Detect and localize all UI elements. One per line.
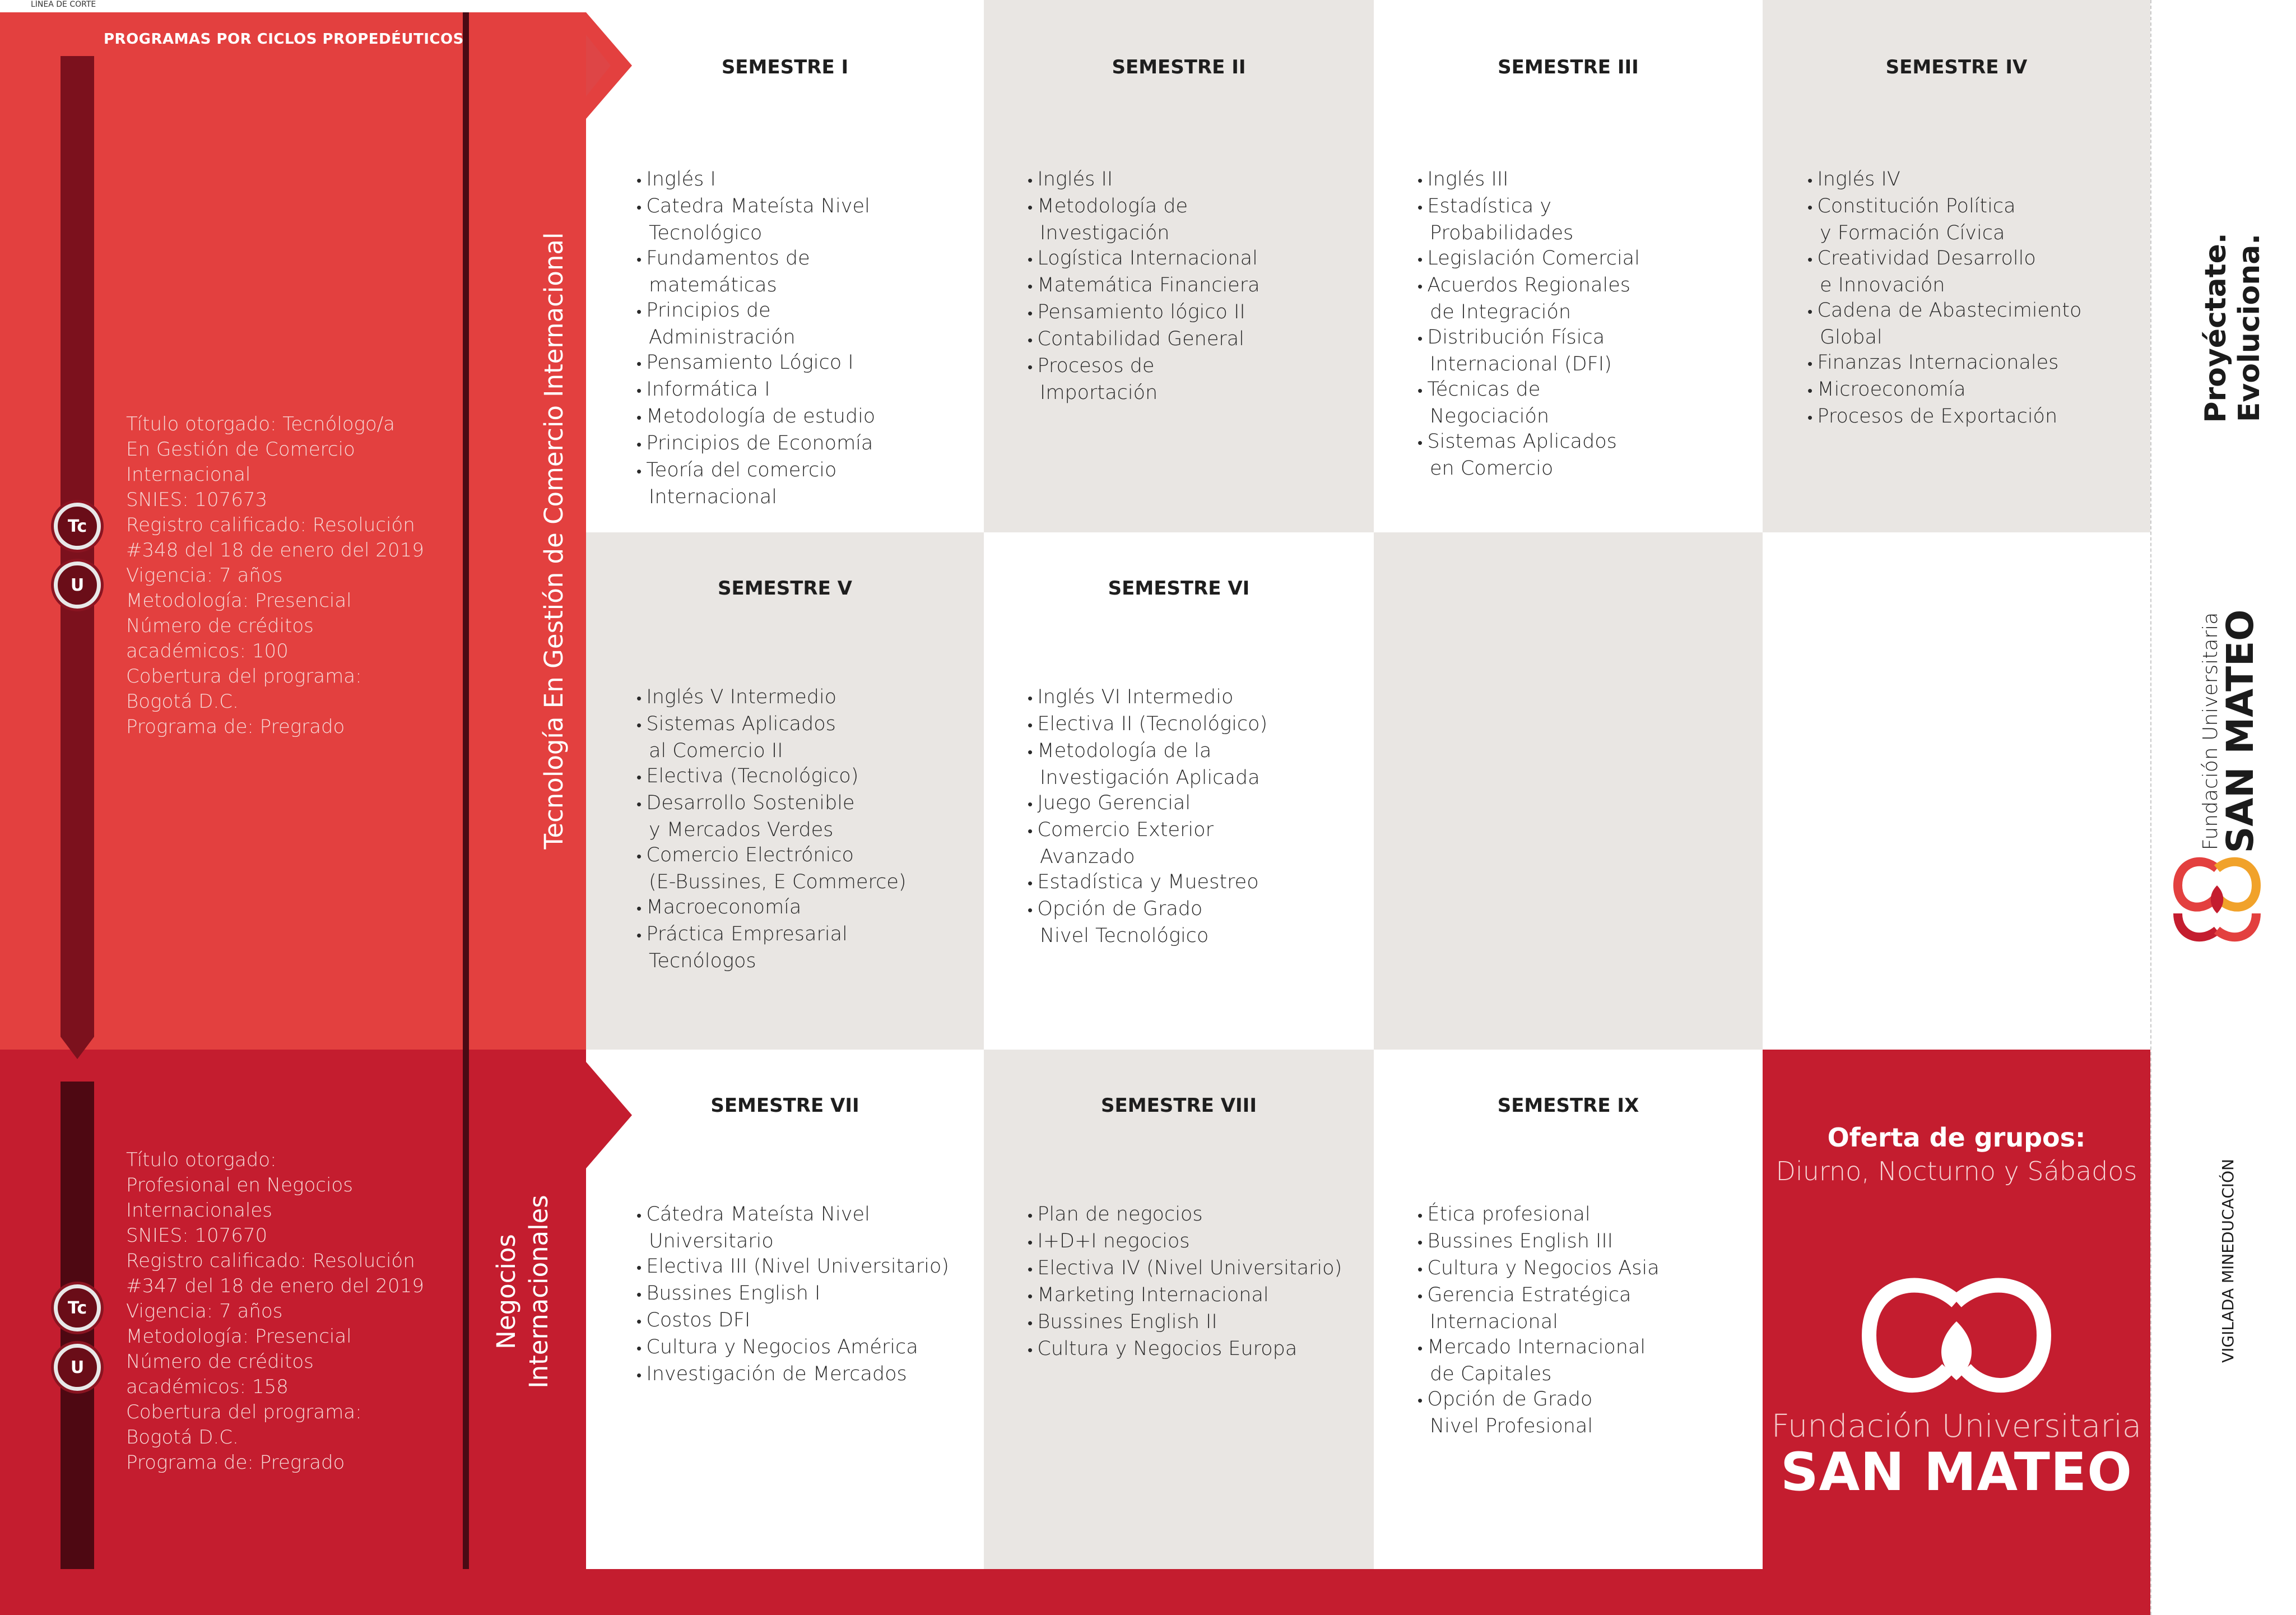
- course-item: de Capitales: [1430, 1363, 1552, 1385]
- course-item: • I+D+I negocios: [1028, 1229, 1342, 1256]
- semester-title: SEMESTRE V: [717, 577, 852, 600]
- semester-cell-4: [1763, 0, 2150, 532]
- course-item: • Cultura y Negocios América: [636, 1335, 949, 1362]
- course-item: Global: [1820, 326, 1883, 349]
- course-item: • Microeconomía: [1807, 377, 2081, 404]
- slogan: Proyéctate. Evoluciona.: [2199, 233, 2266, 423]
- course-item: Nivel Profesional: [1430, 1415, 1593, 1437]
- semester-title: SEMESTRE VIII: [1101, 1094, 1257, 1117]
- course-item: • Metodología de estudio: [636, 404, 875, 431]
- course-item: e Innovación: [1820, 274, 1945, 296]
- course-item: • Distribución Física: [1417, 325, 1640, 352]
- course-list: [636, 167, 875, 510]
- course-item: (E-Bussines, E Commerce): [649, 871, 907, 893]
- course-item: • Constitución Política: [1807, 194, 2081, 221]
- u-badge-icon: U: [54, 561, 101, 609]
- course-item: Internacional: [649, 486, 777, 508]
- course-item: Tecnólogos: [649, 950, 756, 972]
- footer-band: [0, 1569, 2150, 1615]
- course-item: • Opción de Grado: [1028, 897, 1267, 923]
- empty-cell: [1374, 532, 1763, 1050]
- divider-line: [463, 12, 469, 1569]
- course-list: [1417, 1202, 1660, 1439]
- semester-cell-3: [1374, 0, 1763, 532]
- side-org-name: Fundación Universitaria SAN MATEO: [2199, 609, 2262, 853]
- course-item: • Cadena de Abastecimiento: [1807, 298, 2081, 325]
- course-item: • Sistemas Aplicados: [1417, 429, 1640, 456]
- semester-cell-1: [586, 0, 984, 532]
- offer-org-line2: SAN MATEO: [1780, 1442, 2133, 1503]
- course-item: en Comercio: [1430, 457, 1554, 480]
- course-item: de Integración: [1430, 301, 1572, 323]
- course-item: Avanzado: [1040, 846, 1135, 868]
- course-item: • Electiva IV (Nivel Universitario): [1028, 1256, 1342, 1283]
- course-item: • Cultura y Negocios Europa: [1028, 1336, 1342, 1363]
- course-list: [1028, 167, 1260, 406]
- header-title: PROGRAMAS POR CICLOS PROPEDÉUTICOS: [104, 31, 464, 48]
- course-item: Tecnológico: [649, 222, 763, 244]
- course-item: • Procesos de Exportación: [1807, 404, 2081, 431]
- semester-title: SEMESTRE I: [721, 56, 849, 78]
- semester-cell-8: [984, 1050, 1374, 1569]
- course-item: Investigación Aplicada: [1040, 767, 1260, 789]
- course-list: [1807, 167, 2081, 431]
- course-item: Importación: [1040, 382, 1158, 404]
- course-item: al Comercio II: [649, 740, 783, 762]
- course-item: • Opción de Grado: [1417, 1387, 1660, 1414]
- course-item: • Comercio Exterior: [1028, 818, 1267, 844]
- course-item: Administración: [649, 326, 796, 349]
- side-logo-icon: [2169, 852, 2265, 947]
- semester-cell-6: [984, 532, 1374, 1050]
- course-item: • Costos DFI: [636, 1308, 949, 1335]
- offer-subtitle: Diurno, Nocturno y Sábados: [1776, 1156, 2137, 1186]
- course-item: Investigación: [1040, 222, 1170, 244]
- course-list: [1028, 685, 1267, 949]
- course-item: matemáticas: [649, 274, 777, 296]
- course-item: • Inglés IV: [1807, 167, 2081, 194]
- semester-title: SEMESTRE IV: [1885, 56, 2028, 78]
- program2-arrow-icon: [586, 1062, 632, 1168]
- course-item: • Pensamiento lógico II: [1028, 300, 1260, 327]
- empty-cell: [1763, 532, 2150, 1050]
- course-item: • Técnicas de: [1417, 377, 1640, 404]
- semester-title: SEMESTRE II: [1112, 56, 1246, 78]
- course-item: Universitario: [649, 1230, 774, 1252]
- course-item: • Inglés I: [636, 167, 875, 194]
- course-list: [636, 685, 907, 974]
- program1-arrow-icon: [586, 12, 632, 119]
- course-list: [1417, 167, 1640, 481]
- course-item: Internacional (DFI): [1430, 353, 1612, 375]
- course-item: • Catedra Mateísta Nivel: [636, 194, 875, 221]
- tc-badge-icon: Tc: [54, 1284, 101, 1331]
- course-item: • Bussines English II: [1028, 1310, 1342, 1336]
- course-item: Internacional: [1430, 1311, 1558, 1333]
- program1-info: Título otorgado: Tecnólogo/a En Gestión de Comercio Internacional SNIES: 107673 Registro calificado: Resolución #348 del 18 de enero del 2019 Vigencia: 7 años Metodología: Presencial Número de créditos académicos: 100 Cobertura del programa: Bogotá D.C. Programa de: Pregrado: [126, 413, 424, 738]
- timeline-arrow-top: [61, 1037, 94, 1065]
- course-item: • Teoría del comercio: [636, 458, 875, 485]
- program1-vertical-title: Tecnología En Gestión de Comercio Internacional: [539, 232, 569, 850]
- course-item: • Práctica Empresarial: [636, 922, 907, 949]
- course-item: • Investigación de Mercados: [636, 1362, 949, 1389]
- san-mateo-logo-icon: [1763, 1268, 2150, 1425]
- course-item: y Formación Cívica: [1820, 222, 2005, 244]
- offer-title: Oferta de grupos:: [1827, 1122, 2086, 1153]
- course-item: Nivel Tecnológico: [1040, 925, 1209, 947]
- course-item: • Bussines English I: [636, 1281, 949, 1308]
- course-item: • Plan de negocios: [1028, 1202, 1342, 1229]
- course-item: • Comercio Electrónico: [636, 843, 907, 870]
- course-list: [636, 1202, 949, 1389]
- vigilada-label: VIGILADA MINEDUCACIÓN: [2219, 1159, 2237, 1363]
- course-item: • Estadística y Muestreo: [1028, 870, 1267, 897]
- course-item: y Mercados Verdes: [649, 819, 834, 841]
- course-item: • Desarrollo Sostenible: [636, 791, 907, 818]
- program2-vertical-title: Negocios Internacionales: [491, 1195, 554, 1389]
- course-item: • Informática I: [636, 377, 875, 404]
- course-item: • Fundamentos de: [636, 246, 875, 273]
- course-item: • Inglés II: [1028, 167, 1260, 194]
- course-item: • Inglés V Intermedio: [636, 685, 907, 712]
- course-item: Probabilidades: [1430, 222, 1574, 244]
- course-item: • Acuerdos Regionales: [1417, 273, 1640, 300]
- course-item: • Macroeconomía: [636, 895, 907, 922]
- course-item: • Mercado Internacional: [1417, 1335, 1660, 1362]
- course-item: • Finanzas Internacionales: [1807, 350, 2081, 377]
- course-item: • Legislación Comercial: [1417, 246, 1640, 273]
- course-item: • Juego Gerencial: [1028, 791, 1267, 818]
- course-list: [1028, 1202, 1342, 1363]
- course-item: • Electiva III (Nivel Universitario): [636, 1254, 949, 1281]
- course-item: • Gerencia Estratégica: [1417, 1283, 1660, 1310]
- course-item: • Ética profesional: [1417, 1202, 1660, 1229]
- semester-title: SEMESTRE III: [1498, 56, 1639, 78]
- semester-cell-2: [984, 0, 1374, 532]
- u-badge-icon: U: [54, 1344, 101, 1391]
- course-item: • Electiva (Tecnológico): [636, 764, 907, 791]
- semester-cell-5: [586, 532, 984, 1050]
- course-item: • Electiva II (Tecnológico): [1028, 712, 1267, 739]
- course-item: • Bussines English III: [1417, 1229, 1660, 1256]
- offer-panel: [1763, 1050, 2150, 1569]
- offer-org-line1: Fundación Universitaria: [1771, 1408, 2142, 1445]
- course-item: • Marketing Internacional: [1028, 1283, 1342, 1310]
- course-item: • Principios de: [636, 298, 875, 325]
- cut-line-label: LÍNEA DE CORTE: [31, 0, 96, 9]
- course-item: Negociación: [1430, 405, 1550, 428]
- semester-cell-7: [586, 1050, 984, 1569]
- course-item: • Metodología de la: [1028, 739, 1267, 765]
- course-item: • Sistemas Aplicados: [636, 712, 907, 739]
- course-item: • Pensamiento Lógico I: [636, 350, 875, 377]
- program2-info: Título otorgado: Profesional en Negocios Internacionales SNIES: 107670 Registro calificado: Resolución #347 del 18 de enero del 2019 Vigencia: 7 años Metodología: Presencial Número de créditos académicos: 158 Cobertura del programa: Bogotá D.C. Programa de: Pregrado: [126, 1149, 424, 1474]
- course-item: • Contabilidad General: [1028, 327, 1260, 354]
- course-item: • Inglés VI Intermedio: [1028, 685, 1267, 712]
- semester-title: SEMESTRE IX: [1497, 1094, 1639, 1117]
- course-item: • Cultura y Negocios Asia: [1417, 1256, 1660, 1283]
- course-item: • Cátedra Mateísta Nivel: [636, 1202, 949, 1229]
- course-item: • Procesos de: [1028, 354, 1260, 380]
- semester-title: SEMESTRE VII: [710, 1094, 859, 1117]
- semester-title: SEMESTRE VI: [1108, 577, 1250, 600]
- course-item: • Matemática Financiera: [1028, 273, 1260, 300]
- course-item: • Inglés III: [1417, 167, 1640, 194]
- tc-badge-icon: Tc: [54, 503, 101, 550]
- course-item: • Creatividad Desarrollo: [1807, 246, 2081, 273]
- course-item: • Metodología de: [1028, 194, 1260, 221]
- course-item: • Logística Internacional: [1028, 246, 1260, 273]
- course-item: • Estadística y: [1417, 194, 1640, 221]
- course-item: • Principios de Economía: [636, 431, 875, 458]
- semester-cell-9: [1374, 1050, 1763, 1569]
